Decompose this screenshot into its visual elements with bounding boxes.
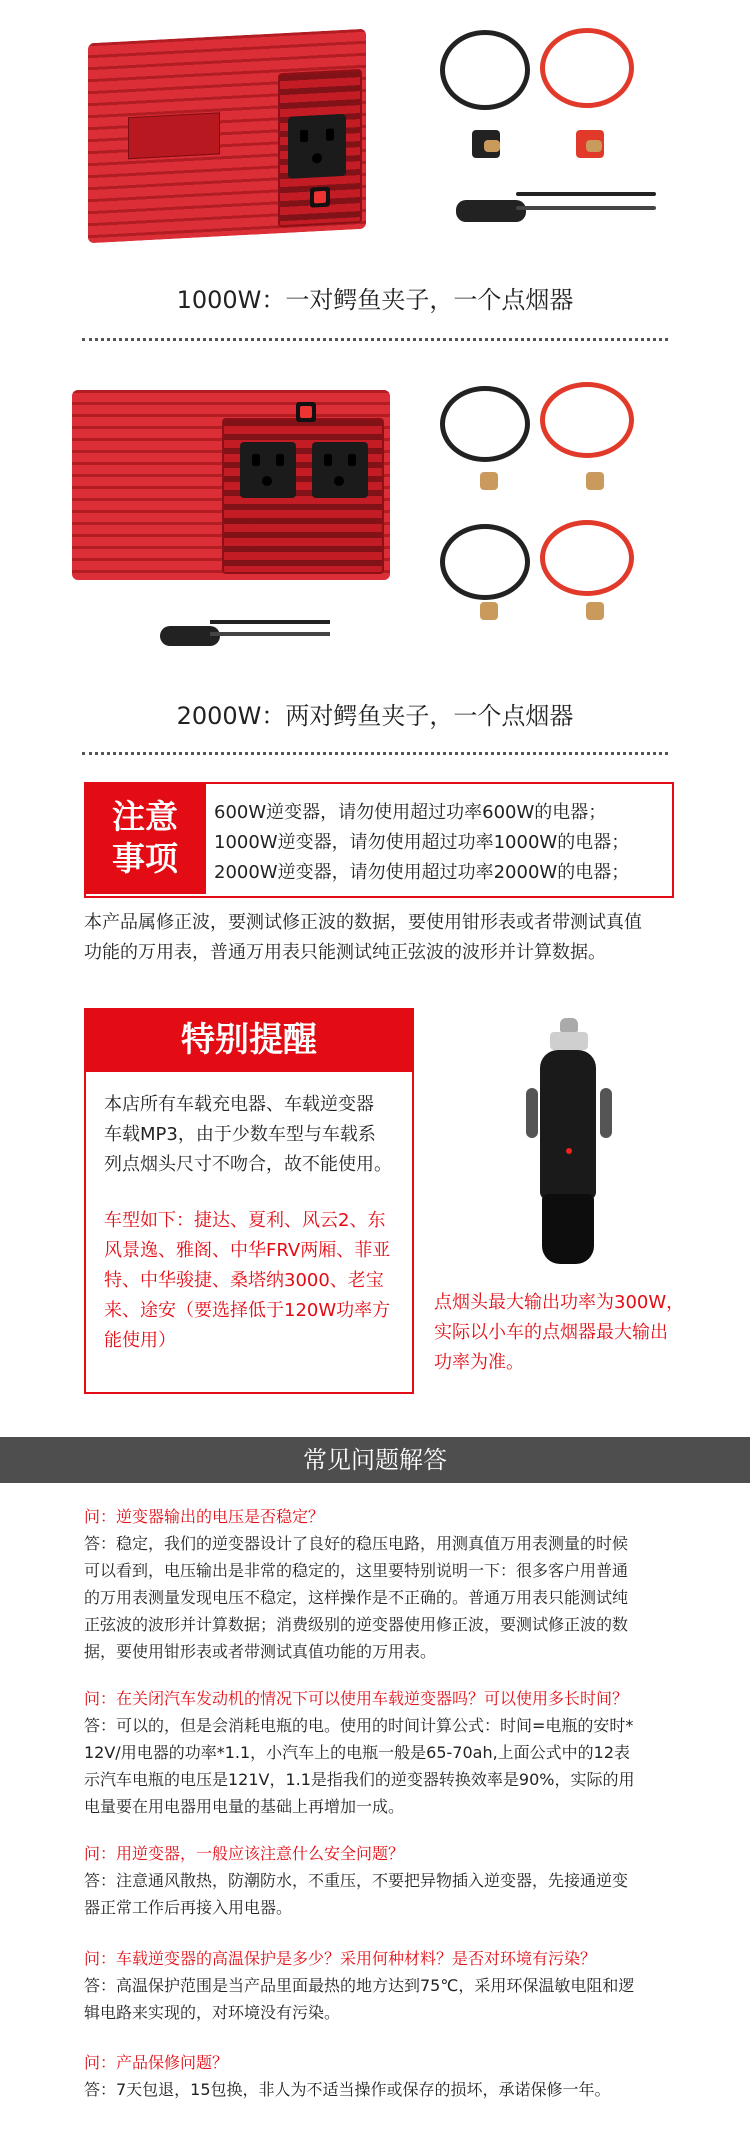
faq-question: 问：产品保修问题？ (84, 2053, 229, 2072)
faq-answer-line: 答：注意通风散热，防潮防水，不重压，不要把异物插入逆变器，先接通逆变 (84, 1871, 629, 1890)
faq-answer-line: 正弦波的波形并计算数据；消费级别的逆变器使用修正波，要测试修正波的数 (84, 1615, 629, 1634)
faq-question: 问：车载逆变器的高温保护是多少？采用何种材料？是否对环境有污染？ (84, 1949, 597, 1968)
notice-label-line2: 事项 (112, 839, 178, 878)
product-caption-2000w: 2000W：两对鳄鱼夹子，一个点烟器 (176, 702, 574, 730)
faq-answer-line: 可以看到，电压输出是非常的稳定的，这里要特别说明一下：很多客户用普通 (84, 1561, 629, 1580)
faq-answer-line: 示汽车电瓶的电压是121V，1.1是指我们的逆变器转换效率是90%，实际的用 (84, 1770, 635, 1789)
faq-answer-line: 答：7天包退，15包换，非人为不适当操作或保存的损坏，承诺保修一年。 (84, 2080, 611, 2099)
faq-answer-line: 据，要使用钳形表或者带测试真值功能的万用表。 (84, 1642, 437, 1661)
faq-answer-line: 的万用表测量发现电压不稳定，这样操作是不正确的。普通万用表只能测试纯 (84, 1588, 629, 1607)
special-models-line-1: 车型如下：捷达、夏利、风云2、东 (104, 1210, 386, 1231)
faq-answer-line: 电量要在用电器用电量的基础上再增加一成。 (84, 1797, 405, 1816)
cigarette-plug-photo (520, 1018, 620, 1268)
side-note-line-3: 功率为准。 (434, 1352, 524, 1373)
faq-question: 问：用逆变器，一般应该注意什么安全问题？ (84, 1844, 405, 1863)
inverter-2000w-image (72, 390, 390, 580)
special-models-line-3: 特、中华骏捷、桑塔纳3000、老宝 (104, 1270, 384, 1291)
inverter-1000w-image (88, 29, 366, 244)
special-models-line-4: 来、途安（要选择低于120W功率方 (104, 1300, 391, 1321)
notice-label-line1: 注意 (112, 797, 178, 836)
notice-label (84, 782, 206, 894)
side-note-line-2: 实际以小车的点烟器最大输出 (434, 1322, 668, 1343)
notice-line-3: 2000W逆变器，请勿使用超过功率2000W的电器； (214, 862, 630, 883)
cigarette-plug-1000w-image (456, 170, 656, 230)
cigarette-plug-2000w-image (160, 596, 330, 656)
faq-question: 问：逆变器输出的电压是否稳定？ (84, 1507, 325, 1526)
product-caption-1000w: 1000W：一对鳄鱼夹子，一个点烟器 (176, 286, 574, 314)
faq-answer-line: 辑电路来实现的，对环境没有污染。 (84, 2003, 341, 2022)
faq-answer-line: 器正常工作后再接入用电器。 (84, 1898, 293, 1917)
notice-paragraph-line-1: 本产品属修正波，要测试修正波的数据，要使用钳形表或者带测试真值 (84, 912, 642, 933)
faq-question: 问：在关闭汽车发动机的情况下可以使用车载逆变器吗？可以使用多长时间？ (84, 1689, 629, 1708)
divider-2 (82, 752, 668, 755)
faq-title-bar: 常见问题解答 (0, 1437, 750, 1483)
notice-line-2: 1000W逆变器，请勿使用超过功率1000W的电器； (214, 832, 630, 853)
notice-line-1: 600W逆变器，请勿使用超过功率600W的电器； (214, 802, 607, 823)
special-body-line-2: 车载MP3，由于少数车型与车载系 (104, 1124, 376, 1145)
side-note-line-1: 点烟头最大输出功率为300W， (434, 1292, 685, 1313)
battery-clips-2000w-image (430, 376, 660, 626)
special-models-line-2: 风景逸、雅阁、中华FRV两厢、菲亚 (104, 1240, 391, 1261)
special-body-line-3: 列点烟头尺寸不吻合，故不能使用。 (104, 1154, 392, 1175)
notice-paragraph-line-2: 功能的万用表，普通万用表只能测试纯正弦波的波形并计算数据。 (84, 942, 606, 963)
faq-answer-line: 答：可以的，但是会消耗电瓶的电。使用的时间计算公式：时间=电瓶的安时* (84, 1716, 634, 1735)
faq-answer-line: 答：高温保护范围是当产品里面最热的地方达到75℃，采用环保温敏电阻和逻 (84, 1976, 635, 1995)
special-title: 特别提醒 (84, 1008, 414, 1072)
special-body-line-1: 本店所有车载充电器、车载逆变器 (104, 1094, 374, 1115)
faq-answer-line: 12V/用电器的功率*1.1，小汽车上的电瓶一般是65-70ah,上面公式中的12表 (84, 1743, 631, 1762)
special-models-line-5: 能使用） (104, 1330, 176, 1351)
battery-clips-1000w-image (430, 20, 660, 150)
divider-1 (82, 338, 668, 341)
faq-answer-line: 答：稳定，我们的逆变器设计了良好的稳压电路，用测真值万用表测量的时候 (84, 1534, 629, 1553)
